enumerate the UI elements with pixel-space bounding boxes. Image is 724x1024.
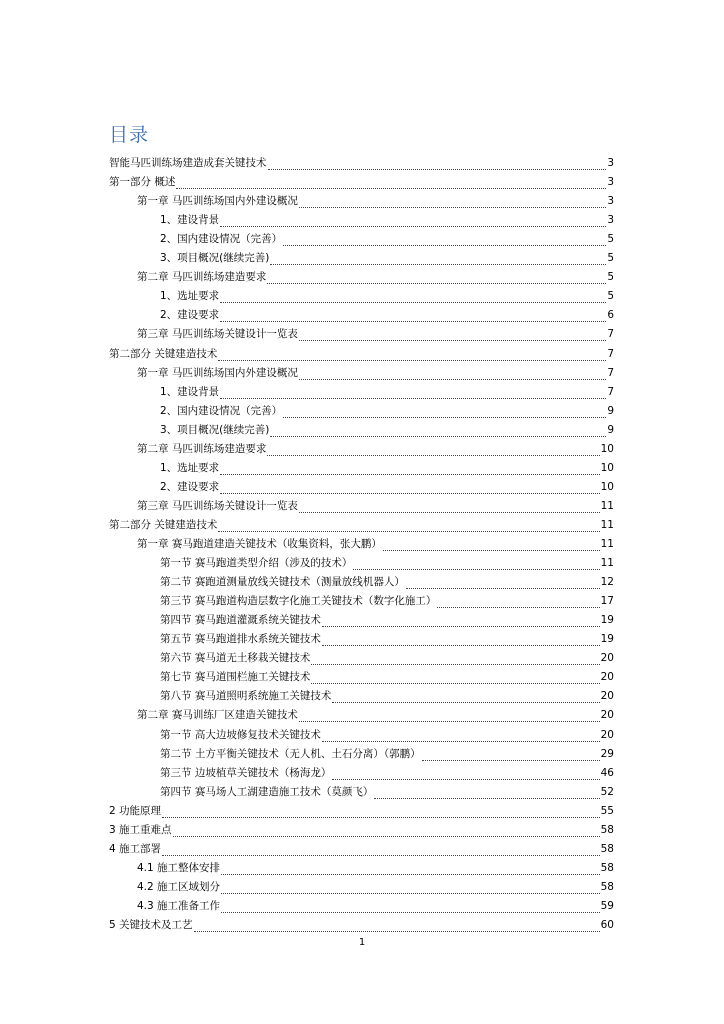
- toc-entry-page: 20: [600, 728, 614, 741]
- toc-leader-dots: [268, 160, 607, 170]
- toc-leader-dots: [283, 408, 606, 418]
- toc-entry-page: 20: [600, 652, 614, 665]
- toc-leader-dots: [220, 312, 606, 322]
- toc-entry-title: 第二章 马匹训练场建造要求: [137, 271, 267, 284]
- toc-entry-page: 46: [600, 766, 614, 779]
- page-number: 1: [358, 937, 366, 948]
- toc-leader-dots: [162, 846, 600, 856]
- toc-entry[interactable]: [160, 211, 614, 229]
- toc-entry-page: 7: [607, 385, 614, 398]
- toc-entry[interactable]: [137, 535, 614, 553]
- toc-leader-dots: [218, 351, 606, 361]
- toc-entry-title: 1、建设背景: [160, 214, 220, 227]
- toc-leader-dots: [221, 903, 600, 913]
- toc-leader-dots: [267, 274, 606, 284]
- toc-leader-dots: [221, 884, 600, 894]
- toc-entry-title: 5 关键技术及工艺: [109, 919, 193, 931]
- toc-entry[interactable]: [109, 516, 614, 534]
- toc-entry[interactable]: [160, 421, 614, 439]
- toc-entry[interactable]: [160, 649, 614, 667]
- toc-entry[interactable]: [160, 554, 614, 572]
- toc-entry-title: 第七节 赛马道围栏施工关键技术: [160, 671, 311, 684]
- toc-leader-dots: [374, 789, 599, 799]
- toc-entry[interactable]: [109, 916, 614, 934]
- toc-entry[interactable]: [160, 611, 614, 629]
- toc-entry-page: 10: [600, 461, 614, 474]
- toc-entry[interactable]: [160, 592, 614, 610]
- toc-entry-page: 3: [607, 195, 614, 208]
- toc-entry-page: 3: [607, 214, 614, 227]
- toc-entry-title: 2、国内建设情况（完善）: [160, 233, 283, 246]
- toc-entry[interactable]: [160, 764, 614, 782]
- toc-entry-title: 2、国内建设情况（完善）: [160, 404, 283, 417]
- toc-entry-page: 58: [600, 861, 614, 874]
- toc-entry-title: 4.2 施工区域划分: [137, 880, 221, 893]
- toc-entry-page: 5: [607, 252, 614, 265]
- toc-entry-title: 4 施工部署: [109, 842, 162, 855]
- toc-entry-title: 第一章 马匹训练场国内外建设概况: [137, 366, 298, 379]
- toc-entry[interactable]: [109, 173, 614, 191]
- toc-leader-dots: [267, 446, 599, 456]
- toc-entry-title: 第二部分 关键建造技术: [109, 518, 218, 531]
- toc-entry-page: 7: [607, 347, 614, 360]
- toc-entry[interactable]: [160, 745, 614, 763]
- toc-entry-page: 17: [600, 595, 614, 608]
- toc-entry-title: 第一节 赛马跑道类型介绍（涉及的技术）: [160, 557, 353, 570]
- toc-entry-page: 7: [607, 366, 614, 379]
- toc-entry-page: 9: [607, 423, 614, 436]
- toc-entry[interactable]: [160, 459, 614, 477]
- toc-entry[interactable]: [160, 573, 614, 591]
- toc-entry-page: 19: [600, 633, 614, 646]
- toc-leader-dots: [299, 712, 600, 722]
- toc-leader-dots: [299, 331, 606, 341]
- toc-entry-page: 19: [600, 614, 614, 627]
- toc-entry-title: 2 功能原理: [109, 804, 162, 817]
- toc-entry-page: 3: [607, 157, 614, 169]
- toc-leader-dots: [220, 484, 599, 494]
- toc-entry[interactable]: [160, 306, 614, 324]
- toc-entry-page: 20: [600, 690, 614, 703]
- toc-entry-title: 4.3 施工准备工作: [137, 899, 221, 912]
- toc-entry-page: 6: [607, 309, 614, 322]
- toc-leader-dots: [322, 636, 600, 646]
- toc-leader-dots: [332, 693, 599, 703]
- toc-entry[interactable]: [160, 783, 614, 801]
- toc-leader-dots: [322, 732, 600, 742]
- toc-entry[interactable]: [160, 402, 614, 420]
- toc-entry[interactable]: [160, 383, 614, 401]
- toc-entry[interactable]: [137, 268, 614, 286]
- toc-entry-page: 11: [600, 557, 614, 570]
- toc-entry-title: 第二节 土方平衡关键技术（无人机、土石分离）（郭鹏）: [160, 747, 421, 760]
- toc-entry-title: 第三章 马匹训练场关键设计一览表: [137, 328, 298, 341]
- toc-entry[interactable]: [137, 325, 614, 343]
- toc-entry-page: 7: [607, 328, 614, 341]
- toc-entry-page: 11: [600, 538, 614, 550]
- toc-entry-title: 第二部分 关键建造技术: [109, 347, 218, 360]
- toc-entry[interactable]: [137, 364, 614, 382]
- toc-entry[interactable]: [160, 478, 614, 496]
- toc-leader-dots: [162, 808, 600, 818]
- toc-entry-page: 58: [600, 880, 614, 893]
- toc-entry-title: 第四节 赛马跑道灌溉系统关键技术: [160, 614, 321, 627]
- toc-entry-title: 1、建设背景: [160, 385, 220, 398]
- toc-entry-title: 第五节 赛马跑道排水系统关键技术: [160, 633, 321, 646]
- toc-entry[interactable]: [109, 345, 614, 363]
- toc-leader-dots: [220, 465, 599, 475]
- toc-entry[interactable]: [109, 802, 614, 820]
- toc-entry-title: 2、建设要求: [160, 309, 220, 322]
- toc-entry[interactable]: [160, 668, 614, 686]
- toc-leader-dots: [173, 827, 600, 837]
- toc-entry[interactable]: [137, 440, 614, 458]
- toc-entry-title: 第二章 赛马训练厂区建造关键技术: [137, 709, 298, 722]
- toc-leader-dots: [299, 503, 600, 513]
- toc-entry-title: 第六节 赛马道无土移栽关键技术: [160, 652, 311, 665]
- toc-leader-dots: [283, 236, 606, 246]
- toc-entry-title: 第八节 赛马道照明系统施工关键技术: [160, 690, 332, 703]
- toc-leader-dots: [220, 217, 606, 227]
- toc-leader-dots: [383, 541, 600, 551]
- toc-entry-title: 1、选址要求: [160, 461, 220, 474]
- toc-entry-page: 11: [600, 518, 614, 531]
- toc-entry[interactable]: [109, 840, 614, 858]
- toc-entry-title: 3 施工重难点: [109, 823, 172, 836]
- toc-entry[interactable]: [160, 249, 614, 267]
- toc-leader-dots: [332, 770, 599, 780]
- toc-entry-page: 3: [607, 176, 614, 189]
- toc-entry-page: 52: [600, 785, 614, 798]
- toc-entry-title: 第一章 马匹训练场国内外建设概况: [137, 195, 298, 208]
- toc-entry-title: 1、选址要求: [160, 290, 220, 303]
- toc-entry-page: 9: [607, 404, 614, 417]
- toc-leader-dots: [299, 198, 606, 208]
- toc-leader-dots: [422, 751, 600, 761]
- toc-leader-dots: [406, 579, 600, 589]
- toc-entry[interactable]: [137, 497, 614, 515]
- toc-leader-dots: [322, 617, 600, 627]
- toc-entry[interactable]: [160, 726, 614, 744]
- toc-entry[interactable]: [160, 287, 614, 305]
- toc-entry-title: 第一节 高大边坡修复技术关键技术: [160, 728, 321, 741]
- toc-entry[interactable]: [160, 687, 614, 705]
- toc-entry-title: 3、项目概况(继续完善): [160, 423, 270, 436]
- toc-leader-dots: [221, 865, 600, 875]
- toc-entry-title: 第一部分 概述: [109, 176, 176, 189]
- toc-entry-title: 第二节 赛跑道测量放线关键技术（测量放线机器人）: [160, 576, 405, 589]
- toc-entry[interactable]: [137, 878, 614, 896]
- toc-leader-dots: [437, 598, 599, 608]
- toc-entry-title: 第一章 赛马跑道建造关键技术（收集资料，张大鹏）: [137, 538, 382, 550]
- toc-entry[interactable]: [137, 897, 614, 915]
- toc-leader-dots: [218, 522, 599, 532]
- toc-title: 目录: [109, 124, 150, 146]
- toc-entry[interactable]: [109, 154, 614, 172]
- toc-entry[interactable]: [160, 230, 614, 248]
- toc-entry-title: 3、项目概况(继续完善): [160, 252, 270, 265]
- toc-entry-title: 第四节 赛马场人工湖建造施工技术（莫颜飞）: [160, 785, 374, 798]
- toc-entry-title: 第三章 马匹训练场关键设计一览表: [137, 499, 298, 512]
- toc-entry-page: 5: [607, 271, 614, 284]
- toc-leader-dots: [270, 427, 606, 437]
- toc-entry-page: 58: [600, 823, 614, 836]
- toc-leader-dots: [311, 674, 599, 684]
- toc-entry-title: 第三节 边坡植草关键技术（杨海龙）: [160, 766, 332, 779]
- toc-entry-page: 11: [600, 499, 614, 512]
- toc-leader-dots: [270, 255, 606, 265]
- toc-leader-dots: [353, 560, 599, 570]
- toc-entry-page: 58: [600, 842, 614, 855]
- toc-entry-page: 20: [600, 671, 614, 684]
- toc-entry-page: 12: [600, 576, 614, 589]
- toc-entry[interactable]: [109, 821, 614, 839]
- toc-entry-page: 59: [600, 899, 614, 912]
- toc-entry-page: 29: [600, 747, 614, 760]
- toc-entry-page: 5: [607, 233, 614, 246]
- toc-entry[interactable]: [160, 630, 614, 648]
- toc-entry[interactable]: [137, 859, 614, 877]
- toc-entry-page: 20: [600, 709, 614, 722]
- toc-leader-dots: [176, 179, 606, 189]
- toc-leader-dots: [194, 922, 600, 932]
- toc-entry-page: 55: [600, 804, 614, 817]
- toc-entry-page: 60: [600, 919, 614, 931]
- toc-entry[interactable]: [137, 192, 614, 210]
- toc-leader-dots: [220, 293, 606, 303]
- toc-leader-dots: [299, 370, 606, 380]
- toc-entry-page: 5: [607, 290, 614, 303]
- toc-entry-title: 2、建设要求: [160, 480, 220, 493]
- toc-leader-dots: [311, 655, 599, 665]
- toc-entry-title: 第二章 马匹训练场建造要求: [137, 442, 267, 455]
- toc-entry-title: 4.1 施工整体安排: [137, 861, 221, 874]
- toc-leader-dots: [220, 389, 606, 399]
- toc-entry-title: 智能马匹训练场建造成套关键技术: [109, 157, 267, 169]
- toc-entry-page: 10: [600, 480, 614, 493]
- toc-entry[interactable]: [137, 706, 614, 724]
- toc-entry-title: 第三节 赛马跑道构造层数字化施工关键技术（数字化施工）: [160, 595, 437, 608]
- toc-entry-page: 10: [600, 442, 614, 455]
